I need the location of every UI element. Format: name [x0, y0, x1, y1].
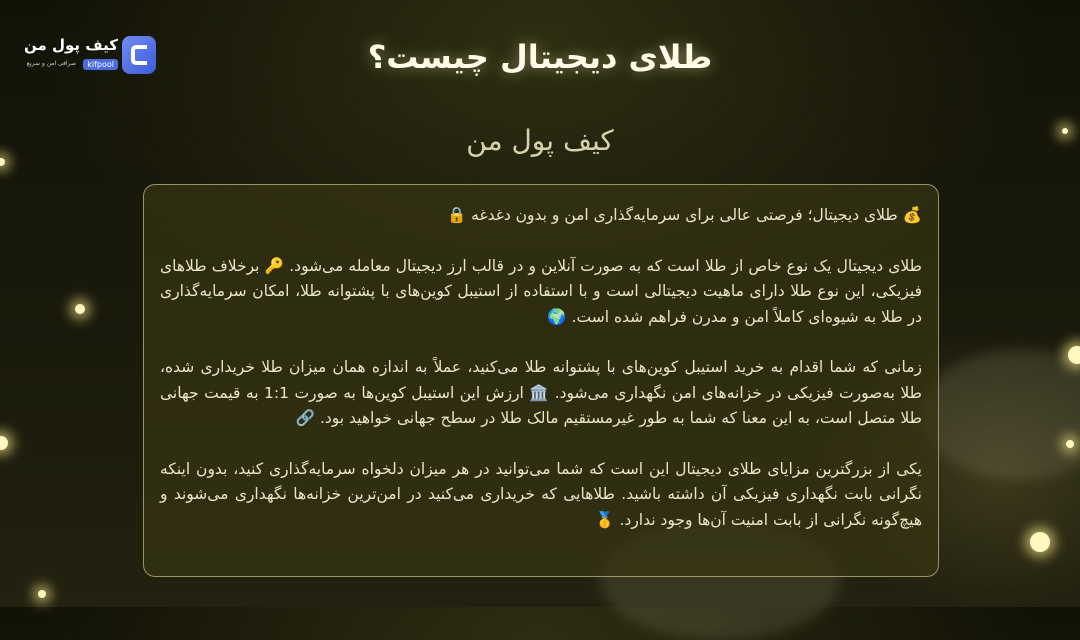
- card-paragraph-2: زمانی که شما اقدام به خرید استیبل کوین‌های با پشتوانه طلا می‌کنید، عملاً به اندازه همان میزان طلا خریداری شده، طلا به‌صورت فیزیکی در خزانه‌های امن نگهداری می‌شود. 🏛️ ارزش این استیبل کوین‌ها به صورت 1:1 به قیمت جهانی طلا متصل است، به این معنا که شما به طور غیرمستقیم مالک طلا در سطح جهانی خواهید بود. 🔗: [160, 358, 922, 427]
- glow-dot: [1068, 346, 1080, 364]
- logo-name: کیف پول من: [24, 36, 118, 54]
- logo-badge: kifpool: [83, 59, 118, 70]
- page-title: طلای دیجیتال چیست؟: [367, 38, 713, 76]
- card-heading: 💰 طلای دیجیتال؛ فرصتی عالی برای سرمایه‌گذاری امن و بدون دغدغه 🔒: [446, 206, 922, 224]
- content-card: [143, 184, 939, 577]
- glow-dot: [75, 304, 85, 314]
- glow-dot: [1066, 440, 1074, 448]
- glow-dot: [1030, 532, 1050, 552]
- background-blob: [920, 350, 1080, 480]
- glow-dot: [0, 436, 8, 450]
- page-subtitle: کیف پول من: [466, 124, 614, 157]
- card-paragraph-1: طلای دیجیتال یک نوع خاص از طلا است که به صورت آنلاین و در قالب ارز دیجیتال معامله می‌شود. 🔑 برخلاف طلاهای فیزیکی، این نوع طلا دارای ماهیت دیجیتالی است و با استفاده از استیبل کوین‌های با پشتوانه طلا، امکان سرمایه‌گذاری در طلا به شیوه‌ای کاملاً امن و مدرن فراهم شده است. 🌍: [160, 256, 922, 326]
- logo-tagline: صرافی امن و سریع: [26, 60, 76, 67]
- glow-dot: [38, 590, 46, 598]
- card-paragraph-3: یکی از بزرگترین مزایای طلای دیجیتال این است که شما می‌توانید در هر میزان دلخواه سرمایه‌گذاری کنید، بدون اینکه نگرانی بابت نگهداری فیزیکی آن داشته باشید. طلاهایی که خریداری می‌کنید در امن‌ترین خزانه‌ها نگهداری می‌شوند و هیچ‌گونه نگرانی از بابت امنیت آن‌ها وجود ندارد. 🥇: [160, 459, 922, 529]
- glow-dot: [0, 158, 5, 166]
